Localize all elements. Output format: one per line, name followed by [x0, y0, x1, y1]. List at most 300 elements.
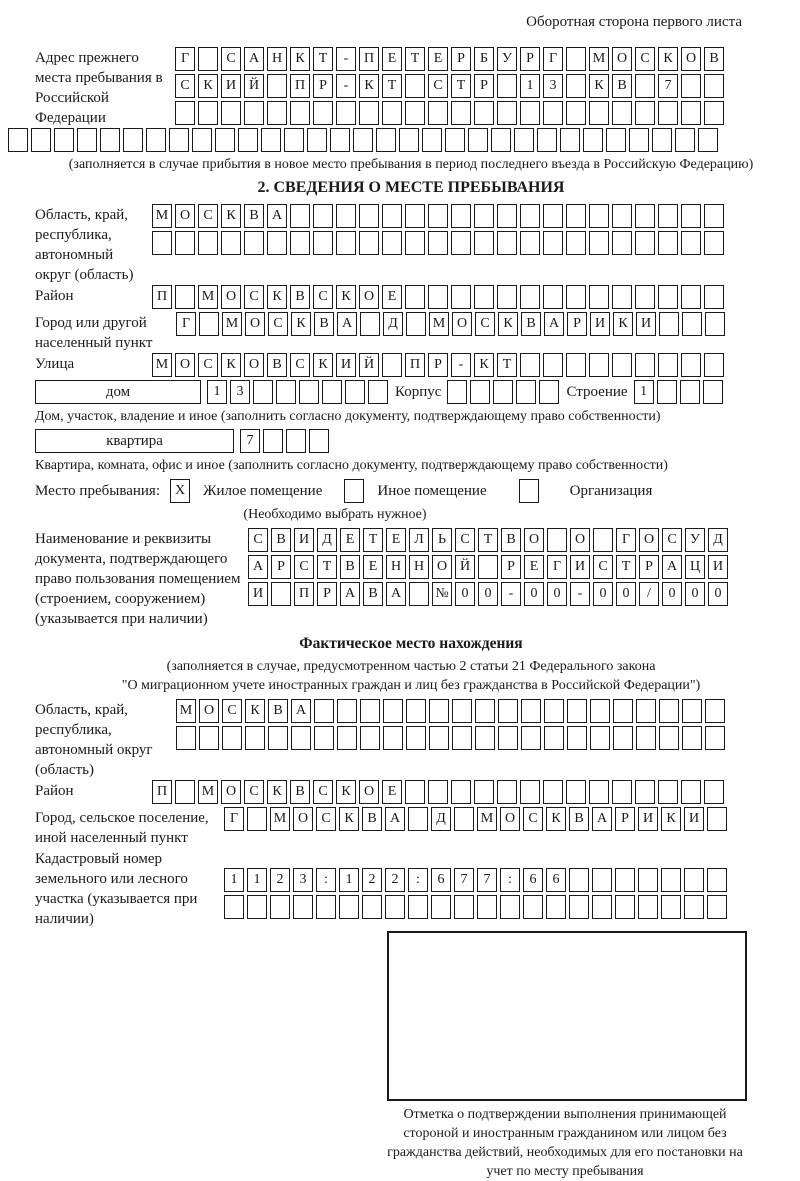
char-box[interactable]: Т: [313, 47, 333, 71]
char-box[interactable]: К: [313, 353, 333, 377]
char-box[interactable]: [244, 101, 264, 125]
char-box[interactable]: [198, 101, 218, 125]
char-box[interactable]: [475, 726, 495, 750]
char-box[interactable]: [337, 699, 357, 723]
char-box[interactable]: [359, 231, 379, 255]
char-box[interactable]: [521, 726, 541, 750]
char-box[interactable]: [590, 726, 610, 750]
char-box[interactable]: [658, 780, 678, 804]
char-box[interactable]: [635, 204, 655, 228]
char-box[interactable]: [659, 726, 679, 750]
char-box[interactable]: Т: [451, 74, 471, 98]
char-box[interactable]: В: [363, 582, 383, 606]
char-box[interactable]: И: [248, 582, 268, 606]
char-box[interactable]: [589, 204, 609, 228]
char-box[interactable]: [199, 726, 219, 750]
char-box[interactable]: 3: [293, 868, 313, 892]
char-box[interactable]: Р: [474, 74, 494, 98]
char-box[interactable]: [681, 74, 701, 98]
char-box[interactable]: С: [662, 528, 682, 552]
char-box[interactable]: [566, 47, 586, 71]
char-box[interactable]: П: [405, 353, 425, 377]
char-box[interactable]: С: [248, 528, 268, 552]
char-box[interactable]: [612, 231, 632, 255]
char-box[interactable]: [405, 780, 425, 804]
char-box[interactable]: [704, 74, 724, 98]
char-box[interactable]: [566, 204, 586, 228]
char-box[interactable]: [451, 231, 471, 255]
char-box[interactable]: [566, 74, 586, 98]
char-box[interactable]: [478, 555, 498, 579]
char-box[interactable]: [474, 204, 494, 228]
char-box[interactable]: [244, 231, 264, 255]
char-box[interactable]: [344, 479, 364, 503]
char-box[interactable]: [454, 807, 474, 831]
char-box[interactable]: [657, 380, 677, 404]
char-box[interactable]: 6: [523, 868, 543, 892]
char-box[interactable]: О: [359, 780, 379, 804]
char-box[interactable]: [452, 726, 472, 750]
char-box[interactable]: М: [589, 47, 609, 71]
char-box[interactable]: [271, 582, 291, 606]
char-box[interactable]: [498, 699, 518, 723]
char-box[interactable]: С: [244, 780, 264, 804]
char-box[interactable]: [290, 231, 310, 255]
char-box[interactable]: [569, 868, 589, 892]
char-box[interactable]: -: [336, 47, 356, 71]
char-box[interactable]: [451, 285, 471, 309]
char-box[interactable]: К: [589, 74, 609, 98]
char-box[interactable]: Г: [547, 555, 567, 579]
char-box[interactable]: [198, 47, 218, 71]
char-box[interactable]: С: [175, 74, 195, 98]
char-box[interactable]: [589, 780, 609, 804]
char-box[interactable]: Р: [271, 555, 291, 579]
char-box[interactable]: С: [222, 699, 242, 723]
char-box[interactable]: [659, 699, 679, 723]
char-box[interactable]: -: [570, 582, 590, 606]
char-box[interactable]: Г: [543, 47, 563, 71]
char-box[interactable]: [267, 74, 287, 98]
char-box[interactable]: К: [245, 699, 265, 723]
char-box[interactable]: 1: [207, 380, 227, 404]
char-box[interactable]: [445, 128, 465, 152]
char-box[interactable]: [253, 380, 273, 404]
char-box[interactable]: Ь: [432, 528, 452, 552]
char-box[interactable]: [658, 101, 678, 125]
char-box[interactable]: [267, 231, 287, 255]
char-box[interactable]: К: [546, 807, 566, 831]
char-box[interactable]: 6: [431, 868, 451, 892]
char-box[interactable]: И: [708, 555, 728, 579]
char-box[interactable]: М: [176, 699, 196, 723]
char-box[interactable]: [704, 101, 724, 125]
char-box[interactable]: [566, 353, 586, 377]
char-box[interactable]: С: [316, 807, 336, 831]
char-box[interactable]: А: [592, 807, 612, 831]
char-box[interactable]: М: [152, 353, 172, 377]
char-box[interactable]: [368, 380, 388, 404]
char-box[interactable]: [589, 285, 609, 309]
char-box[interactable]: [405, 231, 425, 255]
char-box[interactable]: -: [501, 582, 521, 606]
char-box[interactable]: Т: [616, 555, 636, 579]
char-box[interactable]: А: [291, 699, 311, 723]
char-box[interactable]: [589, 101, 609, 125]
char-box[interactable]: [592, 868, 612, 892]
char-box[interactable]: [238, 128, 258, 152]
char-box[interactable]: К: [658, 47, 678, 71]
char-box[interactable]: О: [524, 528, 544, 552]
char-box[interactable]: [291, 726, 311, 750]
char-box[interactable]: Е: [386, 528, 406, 552]
char-box[interactable]: [382, 231, 402, 255]
char-box[interactable]: Р: [451, 47, 471, 71]
char-box[interactable]: [428, 101, 448, 125]
char-box[interactable]: [336, 231, 356, 255]
char-box[interactable]: [359, 101, 379, 125]
char-box[interactable]: [707, 807, 727, 831]
char-box[interactable]: Е: [382, 780, 402, 804]
char-box[interactable]: :: [408, 868, 428, 892]
char-box[interactable]: [313, 101, 333, 125]
char-box[interactable]: -: [336, 74, 356, 98]
char-box[interactable]: [222, 726, 242, 750]
char-box[interactable]: [406, 699, 426, 723]
char-box[interactable]: И: [221, 74, 241, 98]
char-box[interactable]: [704, 204, 724, 228]
char-box[interactable]: Й: [359, 353, 379, 377]
char-box[interactable]: [681, 285, 701, 309]
char-box[interactable]: [543, 285, 563, 309]
char-box[interactable]: В: [501, 528, 521, 552]
char-box[interactable]: [612, 285, 632, 309]
char-box[interactable]: [613, 699, 633, 723]
char-box[interactable]: [704, 353, 724, 377]
char-box[interactable]: О: [245, 312, 265, 336]
char-box[interactable]: [408, 895, 428, 919]
char-box[interactable]: О: [244, 353, 264, 377]
char-box[interactable]: [376, 128, 396, 152]
char-box[interactable]: Д: [431, 807, 451, 831]
char-box[interactable]: [635, 101, 655, 125]
char-box[interactable]: [77, 128, 97, 152]
char-box[interactable]: [429, 726, 449, 750]
char-box[interactable]: 2: [270, 868, 290, 892]
char-box[interactable]: [612, 101, 632, 125]
char-box[interactable]: [589, 353, 609, 377]
char-box[interactable]: [544, 699, 564, 723]
char-box[interactable]: В: [290, 285, 310, 309]
char-box[interactable]: [313, 231, 333, 255]
char-box[interactable]: П: [359, 47, 379, 71]
char-box[interactable]: О: [500, 807, 520, 831]
char-box[interactable]: [497, 101, 517, 125]
char-box[interactable]: В: [314, 312, 334, 336]
char-box[interactable]: О: [293, 807, 313, 831]
char-box[interactable]: С: [294, 555, 314, 579]
char-box[interactable]: Н: [409, 555, 429, 579]
char-box[interactable]: [583, 128, 603, 152]
char-box[interactable]: [681, 231, 701, 255]
char-box[interactable]: [682, 312, 702, 336]
char-box[interactable]: [276, 380, 296, 404]
char-box[interactable]: К: [613, 312, 633, 336]
char-box[interactable]: [268, 726, 288, 750]
char-box[interactable]: [681, 101, 701, 125]
char-box[interactable]: [345, 380, 365, 404]
char-box[interactable]: [566, 285, 586, 309]
char-box[interactable]: [477, 895, 497, 919]
char-box[interactable]: [569, 895, 589, 919]
char-box[interactable]: [523, 895, 543, 919]
char-box[interactable]: П: [152, 780, 172, 804]
char-box[interactable]: У: [497, 47, 517, 71]
char-box[interactable]: [290, 204, 310, 228]
char-box[interactable]: Е: [340, 528, 360, 552]
char-box[interactable]: С: [313, 780, 333, 804]
char-box[interactable]: О: [175, 204, 195, 228]
char-box[interactable]: С: [221, 47, 241, 71]
char-box[interactable]: А: [662, 555, 682, 579]
char-box[interactable]: [447, 380, 467, 404]
char-box[interactable]: 2: [362, 868, 382, 892]
char-box[interactable]: С: [198, 353, 218, 377]
char-box[interactable]: [635, 285, 655, 309]
char-box[interactable]: [198, 231, 218, 255]
char-box[interactable]: [290, 101, 310, 125]
char-box[interactable]: И: [294, 528, 314, 552]
char-box[interactable]: [661, 895, 681, 919]
char-box[interactable]: [497, 204, 517, 228]
char-box[interactable]: С: [593, 555, 613, 579]
char-box[interactable]: [405, 101, 425, 125]
char-box[interactable]: №: [432, 582, 452, 606]
char-box[interactable]: [474, 285, 494, 309]
char-box[interactable]: [428, 231, 448, 255]
char-box[interactable]: [454, 895, 474, 919]
char-box[interactable]: 7: [477, 868, 497, 892]
char-box[interactable]: О: [681, 47, 701, 71]
char-box[interactable]: [707, 895, 727, 919]
char-box[interactable]: Л: [409, 528, 429, 552]
char-box[interactable]: Р: [313, 74, 333, 98]
char-box[interactable]: О: [175, 353, 195, 377]
char-box[interactable]: А: [244, 47, 264, 71]
char-box[interactable]: [497, 74, 517, 98]
char-box[interactable]: Т: [363, 528, 383, 552]
char-box[interactable]: 7: [240, 429, 260, 453]
char-box[interactable]: [215, 128, 235, 152]
char-box[interactable]: [567, 726, 587, 750]
char-box[interactable]: 0: [616, 582, 636, 606]
char-box[interactable]: [615, 868, 635, 892]
char-box[interactable]: О: [452, 312, 472, 336]
char-box[interactable]: М: [152, 204, 172, 228]
char-box[interactable]: С: [428, 74, 448, 98]
char-box[interactable]: [567, 699, 587, 723]
char-box[interactable]: И: [336, 353, 356, 377]
char-box[interactable]: М: [429, 312, 449, 336]
char-box[interactable]: [593, 528, 613, 552]
char-box[interactable]: И: [684, 807, 704, 831]
char-box[interactable]: К: [336, 285, 356, 309]
char-box[interactable]: :: [500, 868, 520, 892]
char-box[interactable]: О: [221, 780, 241, 804]
char-box[interactable]: О: [199, 699, 219, 723]
char-box[interactable]: [590, 699, 610, 723]
char-box[interactable]: [474, 101, 494, 125]
char-box[interactable]: [658, 285, 678, 309]
char-box[interactable]: [336, 101, 356, 125]
char-box[interactable]: 1: [634, 380, 654, 404]
char-box[interactable]: Т: [478, 528, 498, 552]
char-box[interactable]: М: [270, 807, 290, 831]
char-box[interactable]: А: [544, 312, 564, 336]
char-box[interactable]: В: [268, 699, 288, 723]
char-box[interactable]: В: [267, 353, 287, 377]
char-box[interactable]: [704, 285, 724, 309]
char-box[interactable]: Ц: [685, 555, 705, 579]
char-box[interactable]: Р: [639, 555, 659, 579]
char-box[interactable]: В: [521, 312, 541, 336]
char-box[interactable]: :: [316, 868, 336, 892]
char-box[interactable]: О: [432, 555, 452, 579]
char-box[interactable]: [652, 128, 672, 152]
char-box[interactable]: [613, 726, 633, 750]
char-box[interactable]: [399, 128, 419, 152]
char-box[interactable]: [520, 780, 540, 804]
char-box[interactable]: [566, 101, 586, 125]
char-box[interactable]: И: [638, 807, 658, 831]
char-box[interactable]: [681, 204, 701, 228]
char-box[interactable]: [705, 312, 725, 336]
char-box[interactable]: [383, 699, 403, 723]
char-box[interactable]: Р: [317, 582, 337, 606]
char-box[interactable]: [493, 380, 513, 404]
char-box[interactable]: [566, 780, 586, 804]
char-box[interactable]: Й: [244, 74, 264, 98]
char-box[interactable]: [360, 312, 380, 336]
char-box[interactable]: К: [267, 285, 287, 309]
char-box[interactable]: [175, 285, 195, 309]
char-box[interactable]: [539, 380, 559, 404]
char-box[interactable]: К: [359, 74, 379, 98]
char-box[interactable]: [703, 380, 723, 404]
char-box[interactable]: И: [636, 312, 656, 336]
char-box[interactable]: [516, 380, 536, 404]
char-box[interactable]: [658, 204, 678, 228]
char-box[interactable]: [337, 726, 357, 750]
char-box[interactable]: И: [570, 555, 590, 579]
char-box[interactable]: [544, 726, 564, 750]
char-box[interactable]: [245, 726, 265, 750]
char-box[interactable]: Г: [175, 47, 195, 71]
char-box[interactable]: [500, 895, 520, 919]
char-box[interactable]: 1: [339, 868, 359, 892]
char-box[interactable]: А: [340, 582, 360, 606]
char-box[interactable]: [497, 231, 517, 255]
char-box[interactable]: Н: [386, 555, 406, 579]
char-box[interactable]: [543, 101, 563, 125]
char-box[interactable]: П: [290, 74, 310, 98]
char-box[interactable]: 1: [520, 74, 540, 98]
char-box[interactable]: 0: [478, 582, 498, 606]
char-box[interactable]: М: [222, 312, 242, 336]
char-box[interactable]: К: [339, 807, 359, 831]
char-box[interactable]: И: [590, 312, 610, 336]
char-box[interactable]: [474, 780, 494, 804]
char-box[interactable]: [635, 231, 655, 255]
char-box[interactable]: А: [386, 582, 406, 606]
char-box[interactable]: [520, 285, 540, 309]
char-box[interactable]: [682, 726, 702, 750]
char-box[interactable]: 3: [230, 380, 250, 404]
char-box[interactable]: К: [336, 780, 356, 804]
char-box[interactable]: [247, 807, 267, 831]
char-box[interactable]: [192, 128, 212, 152]
char-box[interactable]: 7: [658, 74, 678, 98]
char-box[interactable]: [408, 807, 428, 831]
char-box[interactable]: [497, 780, 517, 804]
char-box[interactable]: [8, 128, 28, 152]
char-box[interactable]: [543, 353, 563, 377]
char-box[interactable]: X: [170, 479, 190, 503]
char-box[interactable]: [428, 780, 448, 804]
char-box[interactable]: [422, 128, 442, 152]
char-box[interactable]: 1: [247, 868, 267, 892]
char-box[interactable]: [360, 699, 380, 723]
char-box[interactable]: Д: [708, 528, 728, 552]
char-box[interactable]: [707, 868, 727, 892]
char-box[interactable]: 0: [708, 582, 728, 606]
char-box[interactable]: [635, 780, 655, 804]
char-box[interactable]: [284, 128, 304, 152]
char-box[interactable]: [589, 231, 609, 255]
char-box[interactable]: К: [221, 353, 241, 377]
char-box[interactable]: [299, 380, 319, 404]
char-box[interactable]: [429, 699, 449, 723]
char-box[interactable]: В: [362, 807, 382, 831]
char-box[interactable]: [314, 726, 334, 750]
char-box[interactable]: [406, 726, 426, 750]
char-box[interactable]: Е: [382, 285, 402, 309]
char-box[interactable]: У: [685, 528, 705, 552]
char-box[interactable]: [612, 204, 632, 228]
char-box[interactable]: А: [337, 312, 357, 336]
char-box[interactable]: Е: [363, 555, 383, 579]
char-box[interactable]: Т: [317, 555, 337, 579]
char-box[interactable]: [382, 204, 402, 228]
char-box[interactable]: [520, 204, 540, 228]
char-box[interactable]: -: [451, 353, 471, 377]
char-box[interactable]: [316, 895, 336, 919]
char-box[interactable]: [270, 895, 290, 919]
char-box[interactable]: 0: [593, 582, 613, 606]
char-box[interactable]: [612, 353, 632, 377]
char-box[interactable]: [547, 528, 567, 552]
char-box[interactable]: Г: [224, 807, 244, 831]
char-box[interactable]: [705, 699, 725, 723]
char-box[interactable]: В: [340, 555, 360, 579]
char-box[interactable]: [293, 895, 313, 919]
char-box[interactable]: [360, 726, 380, 750]
char-box[interactable]: О: [639, 528, 659, 552]
char-box[interactable]: [612, 780, 632, 804]
char-box[interactable]: [682, 699, 702, 723]
char-box[interactable]: Г: [176, 312, 196, 336]
char-box[interactable]: В: [271, 528, 291, 552]
